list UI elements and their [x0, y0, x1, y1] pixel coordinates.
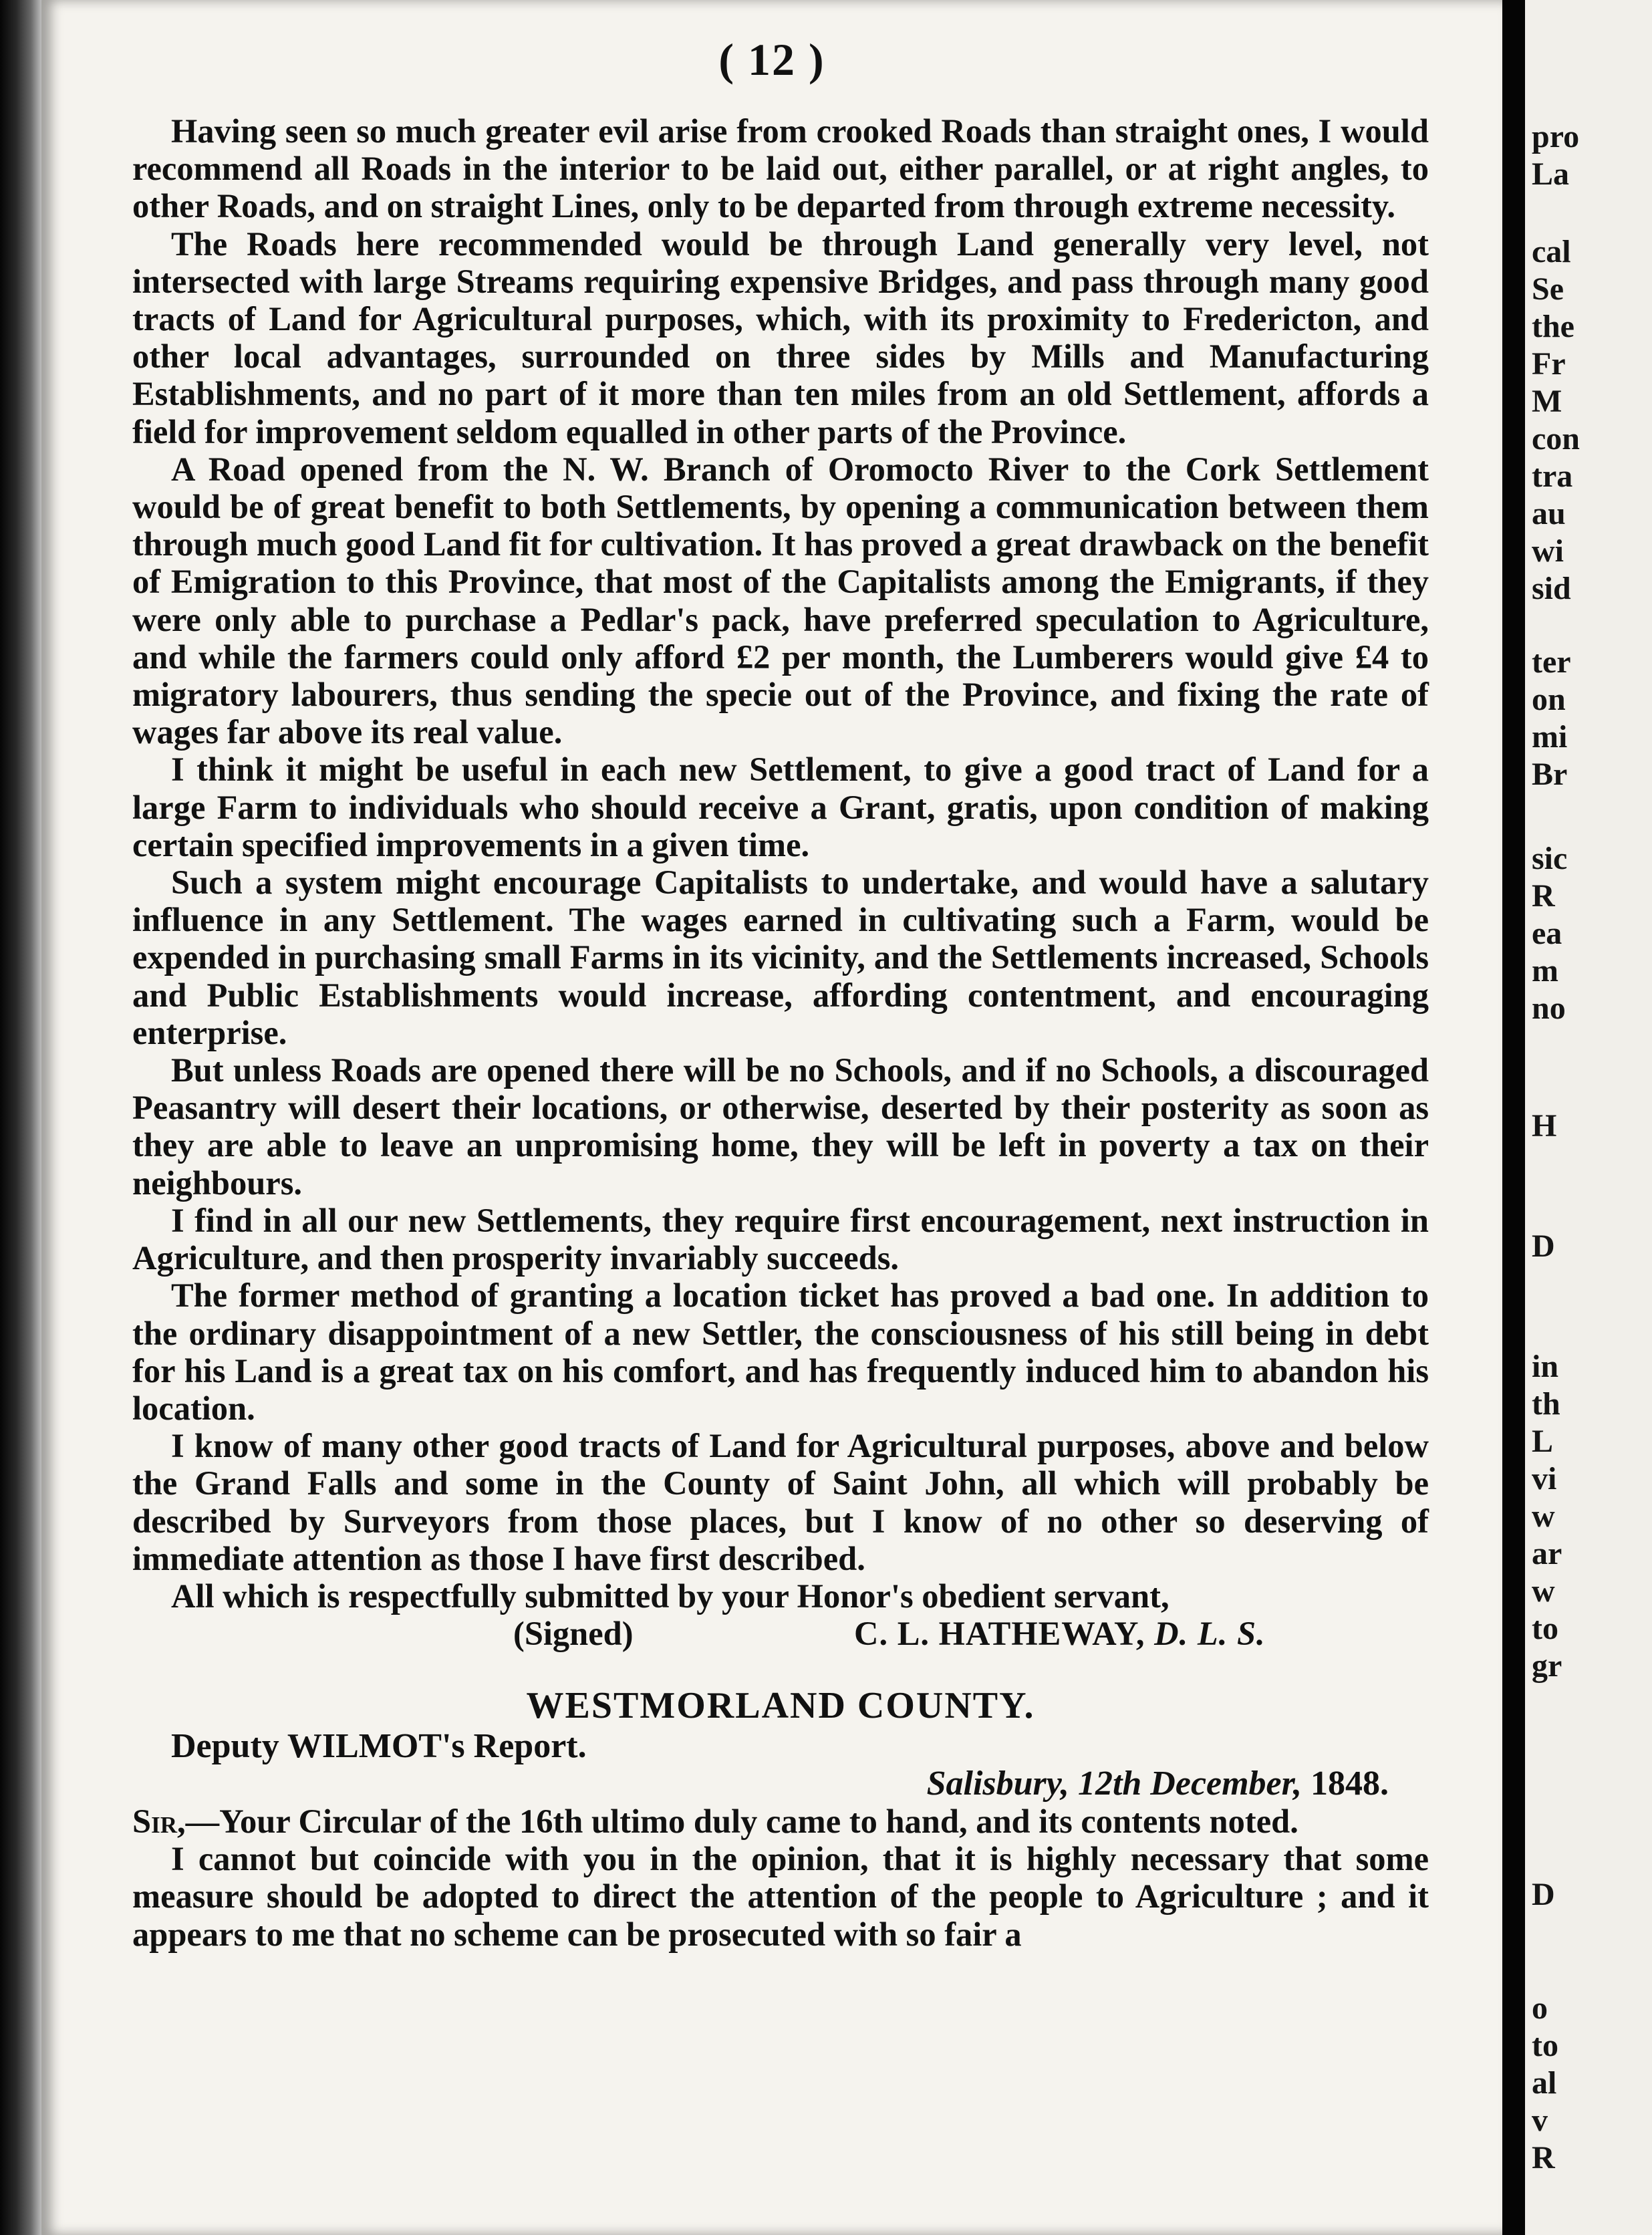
adjacent-page-fragment: w: [1532, 1498, 1555, 1534]
paragraph: I find in all our new Settlements, they require first encouragement, next instruction in Agriculture, and then prosperity invariably succeeds.: [132, 1201, 1429, 1277]
letter-paragraph: I cannot but coincide with you in the opinion, that it is highly necessary that some measure should be adopted to direct the attention of the people to Agriculture ; and it appears to me that no scheme can be prosecuted with so fair a: [132, 1840, 1429, 1953]
dateline: [132, 1765, 1429, 1803]
paragraph: The former method of granting a location ticket has proved a bad one. In addition to the ordinary disappointment of a new Settler, the consciousness of his still being in debt for his Land is a great tax on his comfort, and has frequently induced him to abandon his location.: [132, 1277, 1429, 1427]
signatory: [854, 1615, 1266, 1652]
adjacent-page-fragment: to: [1532, 2028, 1558, 2063]
adjacent-page-fragment: Fr: [1532, 346, 1566, 382]
adjacent-page-fragment: R: [1532, 2140, 1555, 2176]
adjacent-page-fragment: to: [1532, 1611, 1558, 1646]
section-heading: WESTMORLAND COUNTY.: [526, 1685, 1035, 1727]
adjacent-page-fragment: Se: [1532, 271, 1564, 307]
page-gutter: [1502, 0, 1525, 2235]
dateline-place: Salisbury,: [926, 1764, 1069, 1803]
paragraph: Such a system might encourage Capitalists to undertake, and would have a salutary influence in any Settlement. The wages earned in cultivating such a Farm, would be expended in purchasing small Farms in its vicinity, and the Settlements increased, Schools and Public Establishments would increase, affording contentment, and encouraging enterprise.: [132, 864, 1429, 1051]
adjacent-page-fragment: th: [1532, 1386, 1560, 1422]
signatory-name: C. L. HATHEWAY,: [854, 1615, 1145, 1653]
dateline-date: 12th December,: [1077, 1764, 1302, 1803]
adjacent-page-fragment: H: [1532, 1108, 1557, 1144]
paragraph: But unless Roads are opened there will be no Schools, and if no Schools, a discouraged Peasantry will desert their locations, or otherwise, deserted by their posterity as soon as they are able to leave an unpromising home, they will be left in poverty a tax on their neighbours.: [132, 1051, 1429, 1202]
letter-text: —Your Circular of the 16th ultimo duly came to hand, and its contents noted.: [185, 1802, 1298, 1840]
report-title: Deputy WILMOT's Report.: [171, 1726, 587, 1765]
adjacent-page-fragment: v: [1532, 2103, 1548, 2138]
page-number: ( 12 ): [718, 34, 825, 85]
paragraph: I know of many other good tracts of Land for Agricultural purposes, above and below the Grand Falls and some in the County of Saint John, all which will probably be described by Surveyors from those places, but I know of no other so deserving of immediate attention as those I have first described.: [132, 1427, 1429, 1577]
adjacent-page-fragment: pro: [1532, 119, 1580, 154]
adjacent-page-fragment: no: [1532, 991, 1566, 1026]
adjacent-page-fragment: o: [1532, 1990, 1548, 2026]
paragraph: A Road opened from the N. W. Branch of Oromocto River to the Cork Settlement would be of great benefit to both Settlements, by opening a communication between them through much good Land fit for cultivation. It has proved a great drawback on the benefit of Emigration to this Province, that most of the Capitalists among the Emigrants, if they were only able to purchase a Pedlar's pack, have preferred speculation to Agriculture, and while the farmers could only afford £2 per month, the Lumberers would give £4 to migratory labourers, thus sending the specie out of the Province, and fixing the rate of wages far above its real value.: [132, 450, 1429, 751]
adjacent-page-fragment: La: [1532, 156, 1570, 192]
scan-left-edge: [0, 0, 41, 2235]
adjacent-page-fragment: ar: [1532, 1536, 1562, 1571]
signatory-title: D. L. S.: [1154, 1615, 1266, 1653]
adjacent-page-fragment: D: [1532, 1877, 1555, 1912]
adjacent-page-fragment: ter: [1532, 644, 1571, 680]
adjacent-page-fragment: R: [1532, 878, 1555, 914]
adjacent-page-fragment: on: [1532, 682, 1566, 717]
paragraph: The Roads here recommended would be through Land generally very level, not intersected with large Streams requiring expensive Bridges, and pass through many good tracts of Land for Agricultural purposes, which, with its proximity to Fredericton, and other local advantages, surrounded on three sides by Mills and Manufacturing Establishments, and no part of it more than ten miles from an old Settlement, affords a field for improvement seldom equalled in other parts of the Province.: [132, 225, 1429, 450]
dateline-year: 1848.: [1311, 1764, 1389, 1803]
adjacent-page-fragment: Br: [1532, 757, 1568, 792]
adjacent-page-fragment: gr: [1532, 1648, 1562, 1684]
adjacent-page-fragment: D: [1532, 1228, 1555, 1264]
adjacent-page-fragment: vi: [1532, 1461, 1557, 1496]
adjacent-page-fragment: sic: [1532, 841, 1568, 876]
adjacent-page-fragment: cal: [1532, 234, 1571, 269]
document-page: [41, 0, 1502, 2235]
adjacent-page-fragment: the: [1532, 309, 1574, 344]
adjacent-page-strip: [1525, 0, 1652, 2235]
adjacent-page-fragment: tra: [1532, 458, 1573, 494]
adjacent-page-fragment: m: [1532, 953, 1558, 989]
adjacent-page-fragment: mi: [1532, 719, 1568, 755]
document-body: [132, 112, 1429, 1953]
adjacent-page-fragment: in: [1532, 1349, 1559, 1384]
adjacent-page-fragment: ea: [1532, 916, 1562, 951]
adjacent-page-fragment: M: [1532, 384, 1562, 419]
adjacent-page-fragment: au: [1532, 496, 1566, 531]
salutation: Sir,: [132, 1802, 186, 1840]
adjacent-page-fragment: L: [1532, 1424, 1554, 1459]
letter-paragraph: [132, 1803, 1429, 1840]
adjacent-page-fragment: al: [1532, 2065, 1557, 2101]
paragraph: Having seen so much greater evil arise from crooked Roads than straight ones, I would recommend all Roads in the interior to be laid out, either parallel, or at right angles, to other Roads, and on straight Lines, only to be departed from through extreme necessity.: [132, 112, 1429, 225]
signoff-line: All which is respectfully submitted by your Honor's obedient servant,: [171, 1577, 1169, 1615]
adjacent-page-fragment: w: [1532, 1573, 1555, 1609]
paragraph: I think it might be useful in each new Settlement, to give a good tract of Land for a large Farm to individuals who should receive a Grant, gratis, upon condition of making certain specified improvements in a given time.: [132, 751, 1429, 864]
adjacent-page-fragment: sid: [1532, 571, 1571, 606]
letter: [132, 1803, 1429, 1953]
signed-label: (Signed): [513, 1615, 634, 1653]
signature-line: [132, 1615, 1429, 1652]
adjacent-page-fragment: con: [1532, 421, 1580, 456]
adjacent-page-fragment: wi: [1532, 533, 1564, 569]
